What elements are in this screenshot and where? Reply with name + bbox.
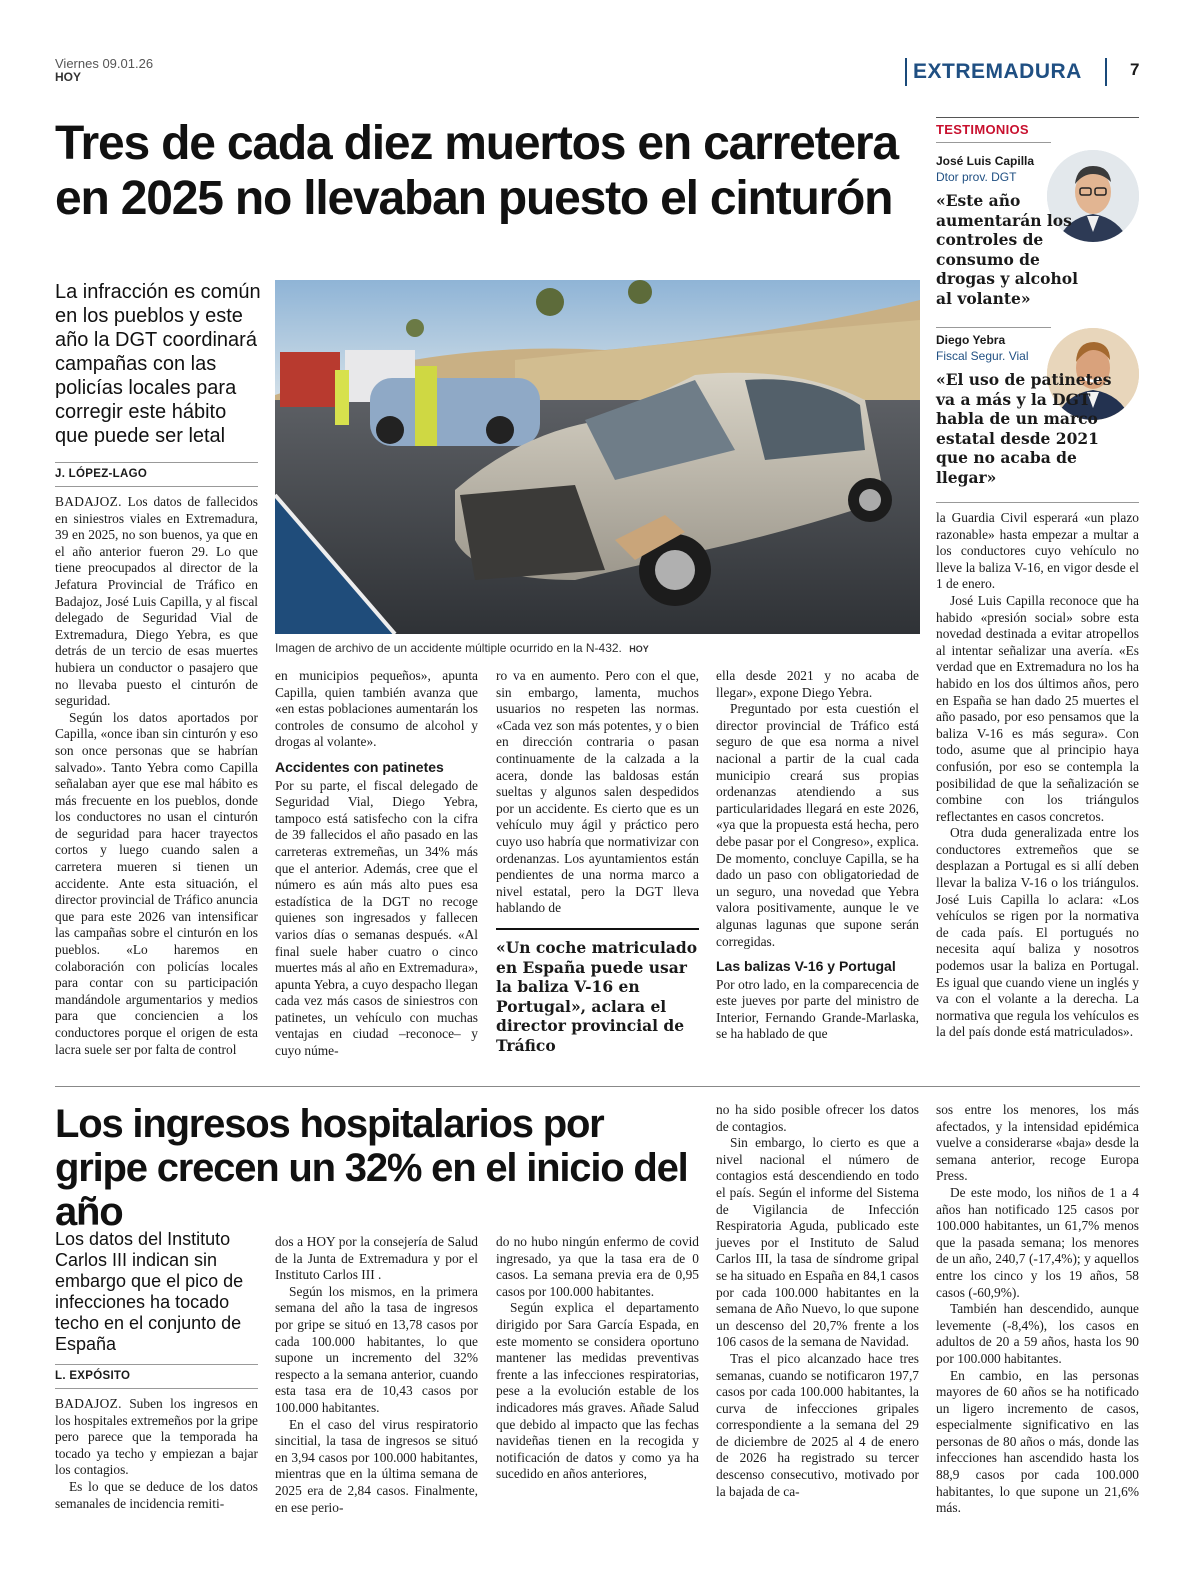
article2-column-3 <box>496 1234 699 1483</box>
testimonio-1-name: José Luis Capilla <box>936 154 1035 168</box>
accident-photo-illustration <box>275 280 920 634</box>
testimonio-1-role: Dtor prov. DGT <box>936 170 1017 184</box>
article1-col4-p1: ella desde 2021 y no acaba de llegar», expone Diego Yebra. <box>716 668 919 700</box>
article2-col1-p2: Es lo que se deduce de los datos semanales de incidencia remiti- <box>55 1478 258 1511</box>
article1-col1-p1: Los datos de fallecidos en siniestros viales en Extremadura, 39 en 2025, no son buenos, ya que en el año anterior fueron 29. Lo que tiene preocupados al director de la Jefatura Provincial de Tráfico en Badajoz, José Luis Capilla, y al fiscal delegado de Seguridad Vial de Extremadura, Diego Yebra, es que detrás de un tercio de esas muertes hubiera un conductor o pasajero que no llevaba puesto el cinturón de seguridad. <box>55 494 258 709</box>
photo-credit: HOY <box>629 644 649 654</box>
article1-col2-p2: Por su parte, el fiscal delegado de Seguridad Vial, Diego Yebra, tampoco está satisfecho con la cifra de 39 fallecidos el año pasado en las carreteras extremeñas, un 34% más que el anterior. Además, cree que el número es aún más alto pues esa estadística de la DGT no recoge quienes son ingresados y fallecen varios días o semanas después. «Al final suele haber cuatro o cinco muertes más al año en Extremadura», apunta Yebra, a cuyo despacho llegan cada vez más casos de siniestros con patinetes, un vehículo con muchas ventajas en ciudad –reconoce– y cuyo núme- <box>275 777 478 1059</box>
article1-col4-p3: Por otro lado, en la comparecencia de este jueves por parte del ministro de Interior, Fernando Grande-Marlaska, se ha hablado de que <box>716 976 919 1042</box>
article2-column-5 <box>936 1102 1139 1517</box>
article2-col5-p1: sos entre los menores, los más afectados, y la intensidad epidémica vuelve a considerarse «baja» desde la semana anterior, recoge Europa Press. <box>936 1102 1139 1184</box>
testimonios-label-rule <box>936 142 1051 143</box>
paper-name: HOY <box>55 70 82 84</box>
article1-column-2 <box>275 668 478 1060</box>
photo-caption: Imagen de archivo de un accidente múltiple ocurrido en la N-432. <box>275 641 622 655</box>
byline-rule <box>55 462 258 463</box>
article2-col4-p3: Tras el pico alcanzado hace tres semanas, cuando se notificaron 197,7 casos por cada 100.000 habitantes, la curva de infecciones gripales correspondiente a la semana del 29 de diciembre de 2025 al 4 de enero de 2026 ha registrado su tercer descenso consecutivo, motivado por la bajada de ca- <box>716 1350 919 1499</box>
article2-column-2 <box>275 1234 478 1516</box>
testimonio-2-name: Diego Yebra <box>936 333 1006 347</box>
testimonio-2-role: Fiscal Segur. Vial <box>936 349 1029 363</box>
page-number: 7 <box>1130 60 1140 79</box>
article2-col4-p2: Sin embargo, lo cierto es que a nivel nacional el número de contagios está descendiendo en todo el país. Según el informe del Sistema de Vigilancia de Infección Respiratoria Aguda, publicado este jueves por el Instituto de Salud Carlos III, la tasa de síndrome gripal se ha situado en España en 84,1 casos por cada 100.000 habitantes en la semana de Año Nuevo, lo que supone un descenso del 20,7% frente a los 106 casos de la semana de Navidad. <box>716 1135 919 1350</box>
testimonios-top-rule <box>936 117 1139 118</box>
crosshead-patinetes: Accidentes con patinetes <box>275 758 444 775</box>
byline-rule-bottom <box>55 486 258 487</box>
article2-col1-p1: Suben los ingresos en los hospitales extremeños por la gripe pero parece que la temporada ha tocado ya techo y empiezan a bajar los contagios. <box>55 1396 258 1478</box>
article1-col3-p1: ro va en aumento. Pero con el que, sin embargo, lamenta, muchos usuarios no respeten las normas. «Cada vez son más potentes, y o bien en dirección contraria o pasan continuamente de la calzada a la acera, donde las baldosas están sueltas y algunos salen despedidos por un accidente. Es cierto que es un vehículo muy ágil y práctico pero cuyo uso habría que normativizar con ordenanzas. Los ayuntamientos están pendientes de una norma marco a nivel estatal, pero la DGT lleva hablando de <box>496 668 699 916</box>
accident-photo <box>275 280 920 634</box>
article2-col3-p1: do no hubo ningún enfermo de covid ingresado, ya que la tasa era de 0 casos. La semana previa era de 0,95 casos por 100.000 habitantes. <box>496 1234 699 1299</box>
article2-col5-p4: En cambio, en las personas mayores de 60 años se ha notificado un ligero incremento de casos, especialmente significativo en las personas de 80 años o más, donde las infecciones han ascendido hasta los 88,9 casos por cada 100.000 habitantes, lo que supone un 21,6% más. <box>936 1367 1139 1516</box>
article1-col5-p1: la Guardia Civil esperará «un plazo razonable» hasta empezar a multar a los conductores cuyo vehículo no lleve la baliza V-16, en vigor desde el 1 de enero. <box>936 510 1139 592</box>
section-name: EXTREMADURA <box>913 60 1082 83</box>
pullquote-rule <box>496 928 699 930</box>
article1-subhead: La infracción es común en los pueblos y este año la DGT coordinará campañas con las policías locales para corregir este hábito que puede ser letal <box>55 281 261 447</box>
article1-column-3 <box>496 668 699 917</box>
article2-col2-p2: Según los mismos, en la primera semana del año la tasa de ingresos por gripe se situó en 13,78 casos por cada 100.000 habitantes, lo que supone un incremento del 32% respecto a la semana anterior, cuando esta tasa era de 10,43 casos por 100.000 habitantes. <box>275 1283 478 1415</box>
section-divider-left <box>905 58 907 86</box>
article2-col5-p3: También han descendido, aunque levemente (-8,4%), los casos en adultos de 20 a 59 años, hasta los 90 por 100.000 habitantes. <box>936 1301 1139 1366</box>
page-date: Viernes 09.01.26 <box>55 56 154 71</box>
article2-col3-p2: Según explica el departamento dirigido por Sara García Espada, en este momento se considera oportuno mantener las medidas preventivas frente a las infecciones respiratorias, pese a la evolución estable de los indicadores más graves. Añade Salud que debido al impacto que las fechas navideñas tienen en la recogida y notificación de datos y como ya ha sucedido en años anteriores, <box>496 1300 699 1482</box>
article1-col1-p2: Según los datos aportados por Capilla, «once iban sin cinturón y eso son once personas que se habrían salvado». Tanto Yebra como Capilla señalaban ayer que ese mal hábito es más frecuente en los pueblos, donde los conductores no usan el cinturón de seguridad para hacer trayectos cortos y luego cuando salen a carretera mueren si tienen un accidente. Ante esta situación, el director provincial de Tráfico anuncia que para este 2026 van intensificar las campañas sobre el cinturón en los pueblos. «Lo haremos en colaboración con policías locales para contar con su participación mandándole argumentarios y medios para que conciencien a los conductores porque el origen de esta lacra suele ser por falta de control <box>55 709 258 1057</box>
crosshead-balizas: Las balizas V-16 y Portugal <box>716 958 896 975</box>
article2-headline: Los ingresos hospitalarios por gripe crecen un 32% en el inicio del año <box>55 1102 688 1234</box>
article2-column-1 <box>55 1396 258 1512</box>
testimonio-1-quote: «Este año aumentarán los controles de consumo de drogas y alcohol al volante» <box>936 191 1078 308</box>
article-separator <box>55 1086 1140 1087</box>
testimonio-2-quote: «El uso de patinetes va a más y la DGT habla de un marco estatal desde 2021 que no acaba de llegar» <box>936 370 1112 487</box>
article2-byline-rule-bottom <box>55 1388 258 1389</box>
article2-byline-rule <box>55 1364 258 1365</box>
section-divider-right <box>1105 58 1107 86</box>
article1-col4-p2: Preguntado por esta cuestión el director provincial de Tráfico está seguro de que esa norma a nivel nacional a partir de la cual cada municipio creará sus propias ordenanzas atendiendo a sus particularidades llegará en este 2026, «ya que la propuesta está hecha, pero debe pasar por el Congreso», explica. De momento, concluye Capilla, se ha dado un paso con obligatoriedad de un seguro, una novedad que Yebra valora positivamente, aunque le ve algunas lagunas que supone serán corregidas. <box>716 701 919 949</box>
photo-caption-line <box>275 641 920 655</box>
article2-subhead: Los datos del Instituto Carlos III indican sin embargo que el pico de infecciones ha tocado techo en el conjunto de España <box>55 1229 244 1354</box>
article1-byline: J. LÓPEZ-LAGO <box>55 468 148 480</box>
dateline: BADAJOZ. <box>55 494 122 509</box>
article2-col5-p2: De este modo, los niños de 1 a 4 años han notificado 125 casos por 100.000 habitantes, un 61,7% menos que la pasada semana; los menores de un año, 240,7 (-17,4%); y aquellos entre los cinco y los 19 años, 58 casos (-60,9%). <box>936 1184 1139 1300</box>
article2-column-4 <box>716 1102 919 1500</box>
article1-col2-p1: en municipios pequeños», apunta Capilla, quien también avanza que «en estas poblaciones aumentarán los controles de consumo de alcohol y drogas al volante». <box>275 668 478 750</box>
article2-col2-p3: En el caso del virus respiratorio sincitial, la tasa de ingresos se situó en 3,94 casos por 100.000 habitantes, mientras que en la última semana de 2025 era de 2,84 casos. Finalmente, en ese perio- <box>275 1416 478 1515</box>
article1-col5-p2: José Luis Capilla reconoce que ha habido «presión social» sobre esta novedad destinada a evitar atropellos al intentar señalizar una avería. «Es verdad que en Extremadura no los ha habido en los dos últimos años, pero en España se han dado 25 muertes el año pasado, por eso pensamos que la baliza V-16 es más segura». Con todo, asume que al principio haya confusión, por eso se contempla la posibilidad de que la señalización se combine con los triángulos reflectantes en casos concretos. <box>936 592 1139 824</box>
article1-pullquote: «Un coche matriculado en España puede usar la baliza V-16 en Portugal», aclara el director provincial de Tráfico <box>496 938 698 1055</box>
testimonio-divider <box>936 327 1051 328</box>
article2-col2-p1: dos a HOY por la consejería de Salud de la Junta de Extremadura y por el Instituto Carlos III . <box>275 1234 478 1283</box>
article2-byline: L. EXPÓSITO <box>55 1370 131 1382</box>
article1-headline: Tres de cada diez muertos en carretera en 2025 no llevaban puesto el cinturón <box>55 117 898 225</box>
article1-column-5 <box>936 510 1139 1041</box>
testimonios-bottom-rule <box>936 502 1139 503</box>
article1-column-1 <box>55 494 258 1058</box>
article1-column-4 <box>716 668 919 1043</box>
article1-col5-p3: Otra duda generalizada entre los conductores extremeños que se desplazan a Portugal es si allí deben llevar la baliza V-16 o los triángulos. José Luis Capilla lo aclara: «Los vehículos se rigen por la normativa de cada país. El portugués no necesita aquí baliza y nosotros podemos usar la baliza en Portugal. Es igual que cuando viene un inglés y va con el volante a la derecha. La normativa que regula los vehículos es la del país donde está matriculados». <box>936 825 1139 1040</box>
testimonios-label: TESTIMONIOS <box>936 122 1029 137</box>
article2-col4-p1: no ha sido posible ofrecer los datos de contagios. <box>716 1102 919 1134</box>
article2-dateline: BADAJOZ. <box>55 1396 122 1411</box>
